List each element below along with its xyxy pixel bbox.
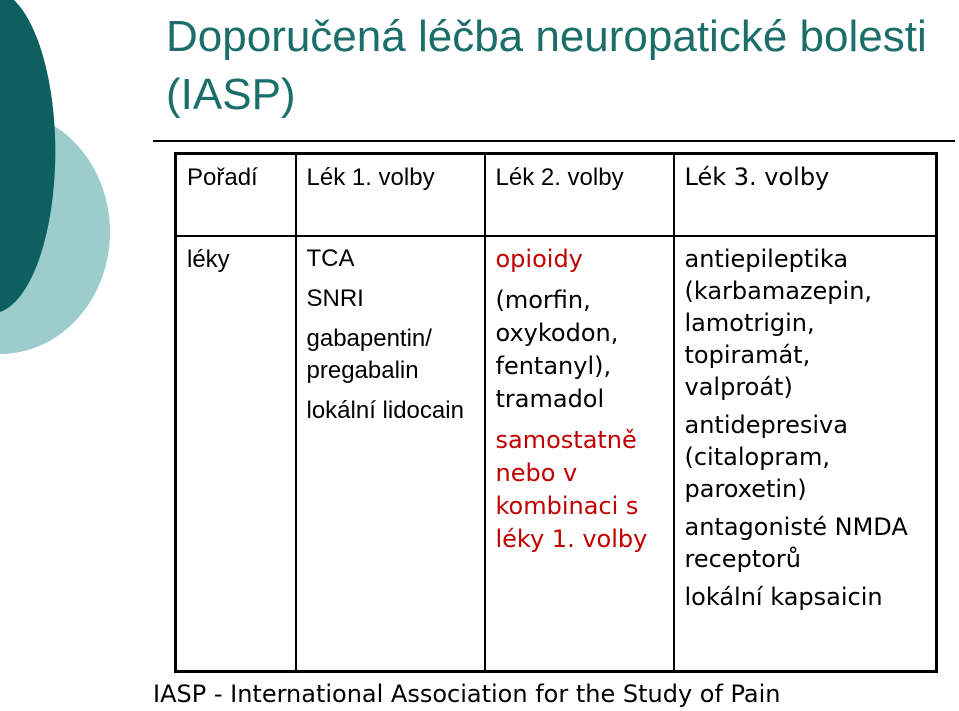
first-line-drug: lokální lidocain (306, 397, 464, 424)
treatment-table (174, 152, 938, 673)
third-line-drug: antidepresiva (citalopram, paroxetin) (684, 411, 848, 503)
header-third-line: Lék 3. volby (674, 154, 937, 237)
header-first-line: Lék 1. volby (296, 154, 485, 237)
third-line-drug: antagonisté NMDA receptorů (684, 513, 908, 573)
cell-first-line (296, 236, 485, 672)
footnote: IASP - International Association for the Study of Pain (153, 680, 781, 708)
header-second-line: Lék 2. volby (485, 154, 674, 237)
third-line-drug: lokální kapsaicin (684, 583, 883, 611)
header-order: Pořadí (176, 154, 296, 237)
first-line-drug: TCA (306, 245, 355, 272)
second-line-drug: opioidy (495, 245, 583, 273)
second-line-drug: (morfin, oxykodon, fentanyl), tramadol (495, 286, 619, 413)
cell-second-line (485, 236, 674, 672)
slide-title: Doporučená léčba neuropatické bolesti (IASP) (166, 12, 927, 119)
decorative-arcs (0, 0, 140, 400)
cell-third-line (674, 236, 937, 672)
row-label-drugs: léky (176, 236, 296, 672)
first-line-drug: SNRI (306, 285, 364, 312)
table-header-row (176, 154, 937, 237)
table-row-drugs (176, 236, 937, 672)
title-divider (153, 140, 955, 142)
first-line-drug: gabapentin/ pregabalin (306, 325, 432, 384)
second-line-note: samostatně nebo v kombinaci s léky 1. volby (495, 426, 648, 553)
third-line-drug: antiepileptika (karbamazepin, lamotrigin, topiramát, valproát) (684, 245, 873, 401)
